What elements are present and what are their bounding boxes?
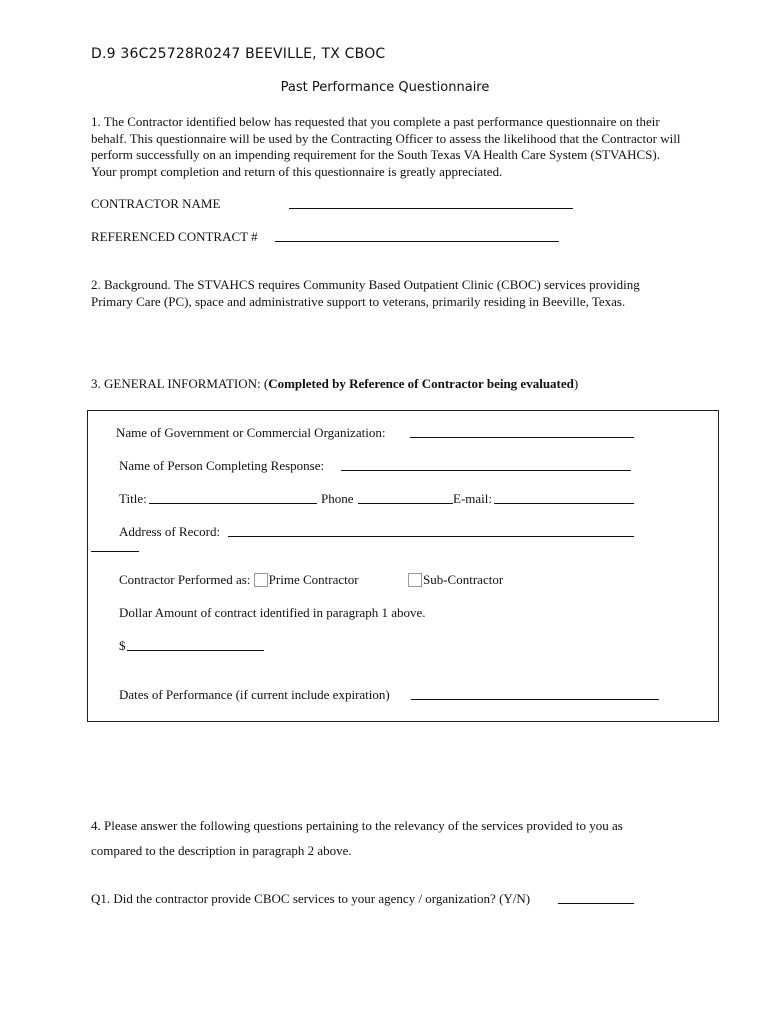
section4-line2: compared to the description in paragraph 2 above. xyxy=(91,843,352,858)
sub-contractor-checkbox[interactable] xyxy=(408,573,422,587)
document-header: D.9 36C25728R0247 BEEVILLE, TX CBOC xyxy=(91,46,386,62)
page-title: Past Performance Questionnaire xyxy=(280,80,490,95)
org-name-field[interactable] xyxy=(410,426,634,438)
person-name-field[interactable] xyxy=(341,459,631,471)
section4-line1: 4. Please answer the following questions pertaining to the relevancy of the services provided to you as xyxy=(91,818,623,833)
section3-suffix: ) xyxy=(573,376,579,391)
title-field[interactable] xyxy=(149,492,317,504)
dates-of-performance-label: Dates of Performance (if current include expiration) xyxy=(119,687,390,702)
q1-answer-field[interactable] xyxy=(558,892,634,904)
address-field-continuation[interactable] xyxy=(91,540,139,552)
person-name-label: Name of Person Completing Response: xyxy=(119,458,325,473)
prime-contractor-label: Prime Contractor xyxy=(268,572,359,587)
address-field[interactable] xyxy=(228,525,634,537)
performed-as-label: Contractor Performed as: xyxy=(119,572,251,587)
email-label: E-mail: xyxy=(453,491,492,506)
section3-prefix: 3. GENERAL INFORMATION: ( xyxy=(91,376,269,391)
referenced-contract-label: REFERENCED CONTRACT # xyxy=(91,229,258,244)
dates-of-performance-field[interactable] xyxy=(411,688,659,700)
referenced-contract-field[interactable] xyxy=(275,230,559,242)
email-field[interactable] xyxy=(494,492,634,504)
prime-contractor-checkbox[interactable] xyxy=(254,573,268,587)
section3-heading xyxy=(91,376,578,392)
sub-contractor-option xyxy=(408,572,503,588)
title-label: Title: xyxy=(119,491,147,506)
sub-contractor-label: Sub-Contractor xyxy=(423,572,504,587)
phone-field[interactable] xyxy=(358,492,453,504)
background-paragraph: 2. Background. The STVAHCS requires Community Based Outpatient Clinic (CBOC) services providing Primary Care (PC), space and administrative support to veterans, primarily residing in Beeville, Texas. xyxy=(91,277,640,309)
dollar-sign: $ xyxy=(119,638,126,653)
performed-as-row xyxy=(119,572,359,588)
general-information-box xyxy=(87,410,719,722)
section3-bold-text: Completed by Reference of Contractor being evaluated xyxy=(268,376,574,391)
dollar-amount-field[interactable] xyxy=(127,639,264,651)
intro-paragraph: 1. The Contractor identified below has requested that you complete a past performance questionnaire on their behalf. This questionnaire will be used by the Contracting Officer to assess the likelihood that the Contractor will perform successfully on an impending requirement for the South Texas VA Health Care System (STVAHCS). Your prompt completion and return of this questionnaire is greatly appreciated. xyxy=(91,114,681,179)
contractor-name-label: CONTRACTOR NAME xyxy=(91,196,221,211)
phone-label: Phone xyxy=(321,491,354,506)
address-label: Address of Record: xyxy=(119,524,221,539)
question-q1: Q1. Did the contractor provide CBOC services to your agency / organization? (Y/N) xyxy=(91,891,531,906)
dollar-amount-label: Dollar Amount of contract identified in paragraph 1 above. xyxy=(119,605,426,620)
contractor-name-field[interactable] xyxy=(289,197,573,209)
org-name-label: Name of Government or Commercial Organization: xyxy=(116,425,386,440)
